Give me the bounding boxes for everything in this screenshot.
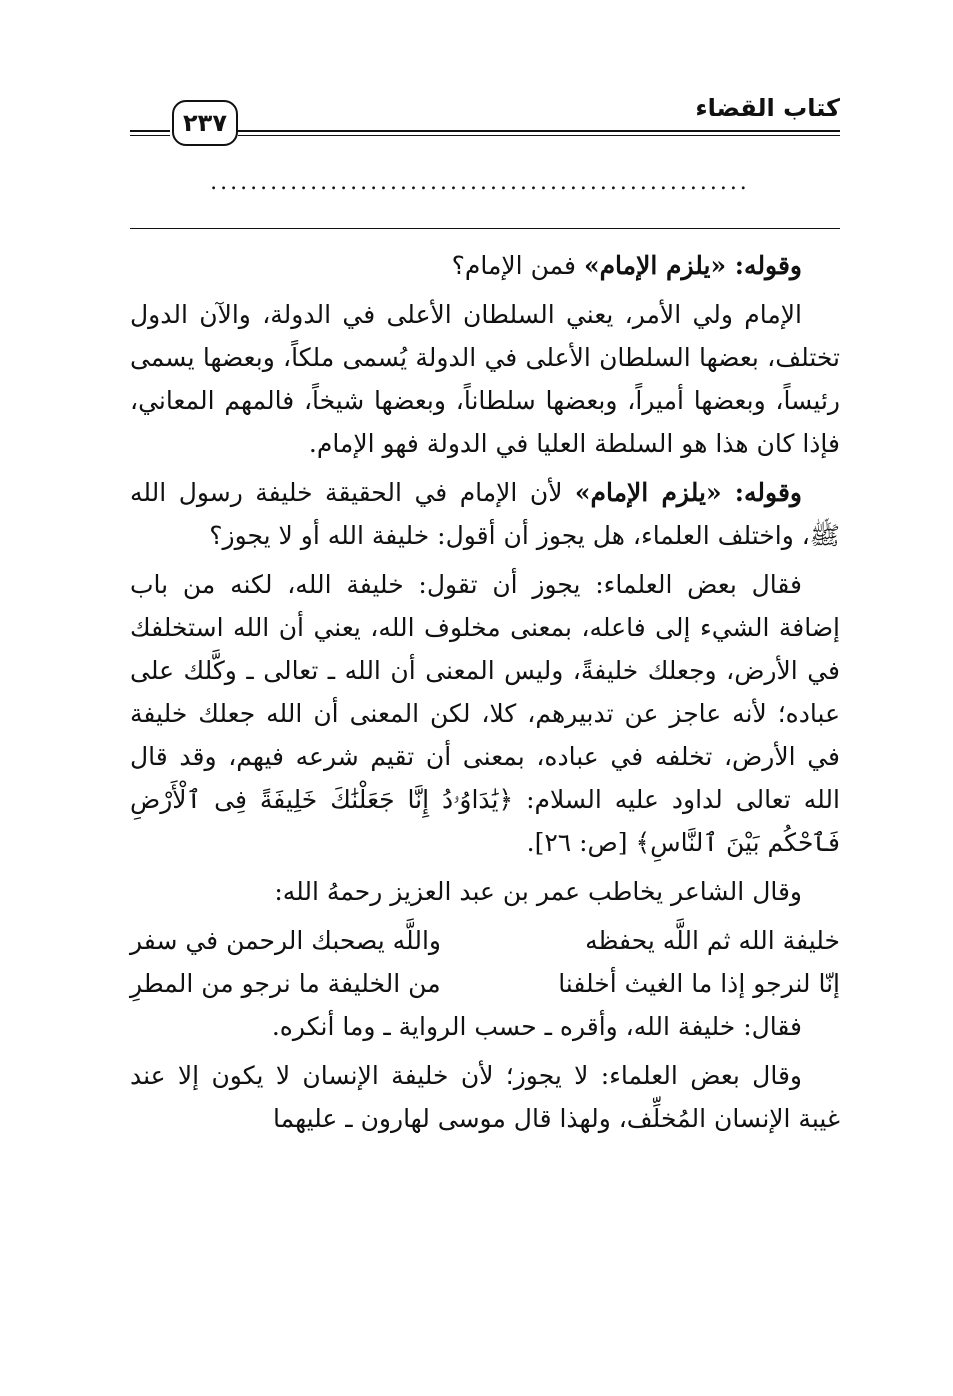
paragraph [130,870,840,913]
paragraph-text: وقال الشاعر يخاطب عمر بن عبد العزيز رحمهُ الله: [274,877,802,906]
paragraph [130,244,840,287]
paragraph-text: وقال بعض العلماء: لا يجوز؛ لأن خليفة الإنسان لا يكون إلا عند غيبة الإنسان المُخلِّف، ولهذا قال موسى لهارون ـ عليهما [130,1061,840,1133]
book-title: كتاب القضاء [695,94,840,122]
header-rule-right-thin [238,135,840,136]
quoted-phrase: وقوله: «يلزم الإمام» [574,478,802,507]
paragraph [130,1005,840,1048]
paragraph [130,471,840,557]
header-rule-left [130,130,170,132]
poem-verse [130,919,840,962]
paragraph-text: لأن الإمام في الحقيقة خليفة رسول الله ﷺ، واختلف العلماء، هل يجوز أن أقول: خليفة الله أو لا يجوز؟ [130,478,840,550]
verse-first-hemistich: إنّا لنرجو إذا ما الغيث أخلفنا [558,969,840,998]
page-header [130,94,840,146]
paragraph-text: فمن الإمام؟ [451,251,584,280]
paragraph-text: فقال: خليفة الله، وأقره ـ حسب الرواية ـ وما أنكره. [271,1012,802,1041]
dotted-separator: ...................................................... [210,170,750,195]
verse-first-hemistich: خليفة الله ثم اللَّه يحفظه [585,926,840,955]
paragraph [130,293,840,465]
poem-verse [130,962,840,1005]
verse-second-hemistich: من الخليفة ما نرجو من المطرِ [130,969,441,998]
page-number-badge [172,100,238,146]
header-rule-right [238,130,840,132]
verse-second-hemistich: واللَّه يصحبك الرحمن في سفر [130,926,441,955]
page-number: ٢٣٧ [183,109,227,137]
quoted-phrase: وقوله: «يلزم الإمام» [583,251,802,280]
paragraph [130,563,840,864]
paragraph-text: الإمام ولي الأمر، يعني السلطان الأعلى في الدولة، والآن الدول تختلف، بعضها السلطان الأعلى في الدولة يُسمى ملكاً، وبعضها يسمى رئيساً، وبعضها أميراً، وبعضها سلطاناً، وبعضها شيخاً، فالمهم المعاني، فإذا كان هذا هو السلطة العليا في الدولة فهو الإمام. [130,300,840,458]
paragraph-text: فقال بعض العلماء: يجوز أن تقول: خليفة الله، لكنه من باب إضافة الشيء إلى فاعله، بمعنى مخلوف الله، يعني أن الله استخلفك في الأرض، وجعلك خليفةً، وليس المعنى أن الله ـ تعالى ـ وكَّلك على عباده؛ لأنه عاجز عن تدبيرهم، كلا، لكن المعنى أن الله جعلك خليفة في الأرض، تخلفه في عباده، بمعنى أن تقيم شرعه فيهم، وقد قال الله تعالى لداود عليه السلام: ﴿يَٰدَاوُۥدُ إِنَّا جَعَلْنَٰكَ خَلِيفَةً فِى ٱلْأَرْضِ فَٱحْكُم بَيْنَ ٱلنَّاسِ﴾ [ص: ٢٦]. [130,570,840,857]
separator-rule [130,228,840,229]
paragraph [130,1054,840,1140]
header-rule-left-thin [130,135,170,136]
main-text [130,244,840,1146]
